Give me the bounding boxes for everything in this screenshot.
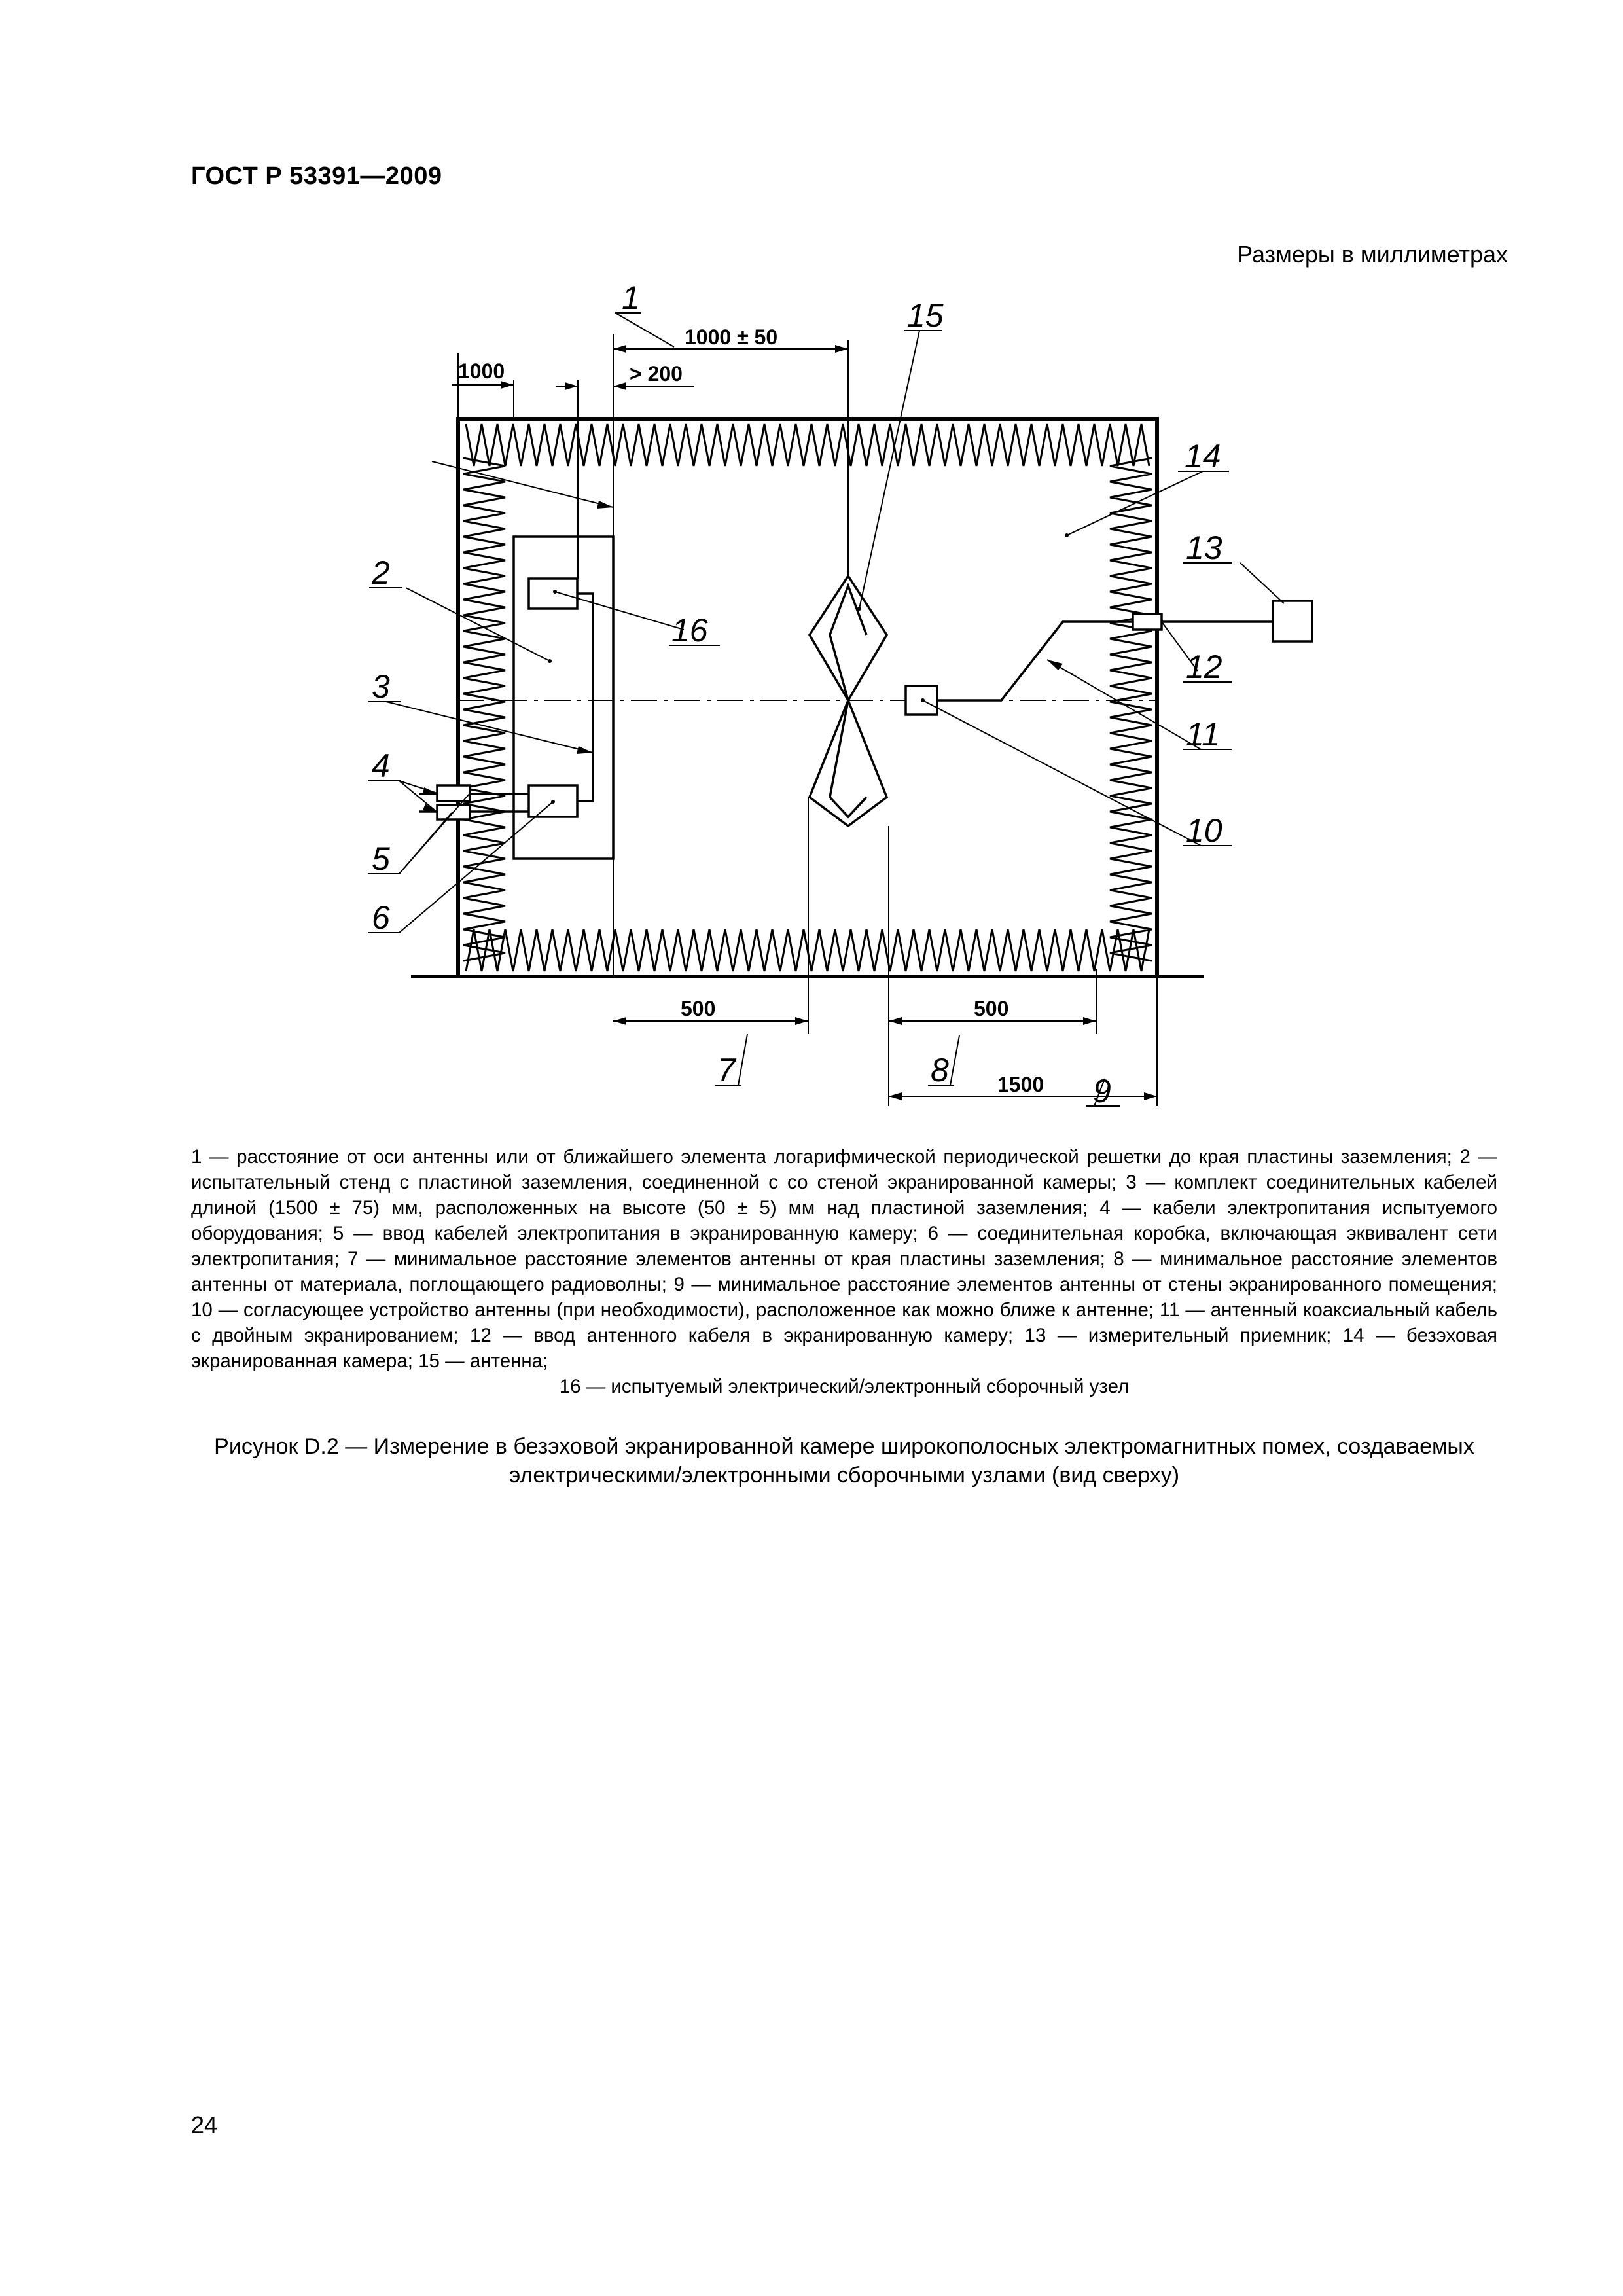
label-11: 11 [1186, 716, 1220, 753]
dut-box [529, 579, 577, 609]
document-header: ГОСТ Р 53391—2009 [191, 162, 442, 190]
label-4: 4 [372, 747, 390, 784]
figure-legend [191, 1144, 1497, 1399]
label-15: 15 [907, 297, 944, 334]
label-5: 5 [372, 840, 390, 877]
label-8: 8 [931, 1052, 949, 1088]
dim-1000-50: 1000 ± 50 [685, 325, 778, 349]
dim-500-right: 500 [974, 997, 1009, 1020]
label-3: 3 [372, 668, 390, 705]
absorber-left [463, 458, 505, 961]
receiver [1273, 601, 1312, 641]
antenna-cable [937, 622, 1291, 700]
dim-1000: 1000 [458, 359, 505, 383]
label-13: 13 [1186, 529, 1222, 566]
label-16: 16 [671, 612, 708, 649]
label-9: 9 [1093, 1073, 1111, 1109]
chamber-diagram [0, 0, 1623, 1139]
units-note: Размеры в миллиметрах [1237, 241, 1508, 268]
figure-caption: Рисунок D.2 — Измерение в безэховой экранированной камере широкополосных электромагнитных помех, создаваемых электрическими/электронными сборочными узлами (вид сверху) [214, 1434, 1474, 1488]
label-7: 7 [717, 1052, 736, 1088]
dim-1500: 1500 [997, 1073, 1044, 1096]
label-6: 6 [372, 899, 390, 936]
legend-last-line: 16 — испытуемый электрический/электронный сборочный узел [559, 1376, 1130, 1397]
legend-text: 1 — расстояние от оси антенны или от ближайшего элемента логарифмической периодической решетки до края пластины заземления; 2 — испытательный стенд с пластиной заземления, соединенной с со стеной экранированной камеры; 3 — комплект соединительных кабелей длиной (1500 ± 75) мм, расположенных на высоте (50 ± 5) мм над пластиной заземления; 4 — кабели электропитания испытуемого оборудования; 5 — ввод кабелей электропитания в экранированную камеру; 6 — соединительная коробка, включающая эквивалент сети электропитания; 7 — минимальное расстояние элементов антенны от края пластины заземления; 8 — минимальное расстояние элементов антенны от материала, поглощающего радиоволны; 9 — минимальное расстояние элементов антенны от стены экранированного помещения; 10 — согласующее устройство антенны (при необходимости), расположенное как можно ближе к антенне; 11 — антенный коаксиальный кабель с двойным экранированием; 12 — ввод антенного кабеля в экранированную камеру; 13 — измерительный приемник; 14 — безэховая экранированная камера; 15 — антенна; [191, 1146, 1497, 1372]
label-12: 12 [1186, 649, 1222, 685]
antenna-feedthrough [1133, 614, 1162, 630]
dim-200: > 200 [630, 362, 683, 386]
absorber-right [1110, 458, 1152, 961]
label-2: 2 [372, 554, 390, 591]
label-10: 10 [1186, 812, 1222, 849]
label-1: 1 [622, 279, 640, 316]
page-number: 24 [191, 2111, 218, 2138]
dim-500-left: 500 [681, 997, 716, 1020]
label-14: 14 [1185, 438, 1221, 475]
absorber-top [466, 424, 1149, 466]
